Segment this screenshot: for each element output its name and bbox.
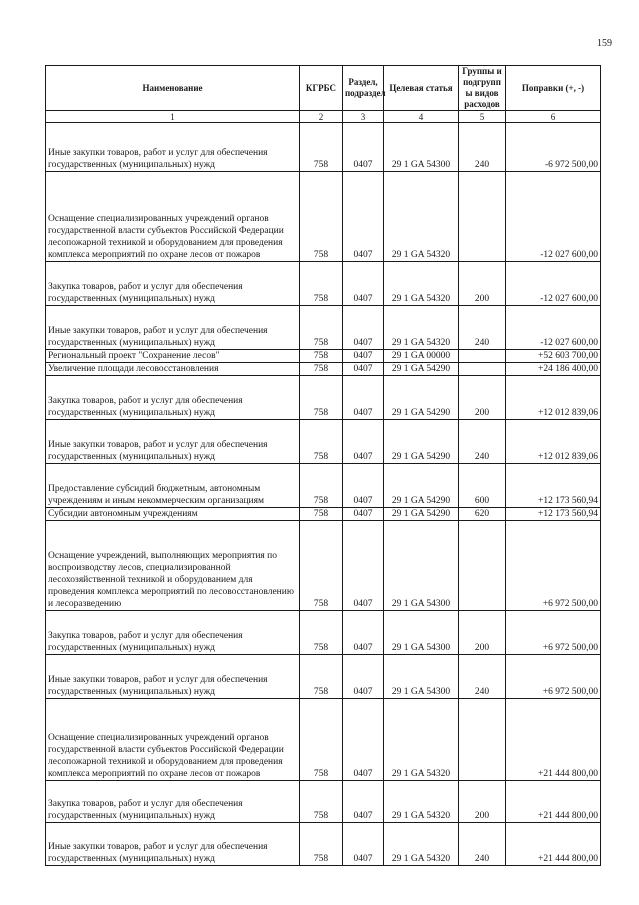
row-target: 29 1 GA 54300 xyxy=(384,123,459,172)
row-section: 0407 xyxy=(343,306,384,350)
row-group: 200 xyxy=(459,781,506,823)
header-amendments: Поправки (+, -) xyxy=(506,66,601,111)
row-amount: +6 972 500,00 xyxy=(506,611,601,655)
row-kgrbs: 758 xyxy=(300,350,343,363)
row-section: 0407 xyxy=(343,781,384,823)
row-kgrbs: 758 xyxy=(300,521,343,611)
row-name: Закупка товаров, работ и услуг для обеспечения государственных (муниципальных) нужд xyxy=(46,376,300,420)
row-amount: +12 173 560,94 xyxy=(506,508,601,521)
column-number: 2 xyxy=(300,111,343,123)
row-name: Закупка товаров, работ и услуг для обеспечения государственных (муниципальных) нужд xyxy=(46,611,300,655)
row-target: 29 1 GA 54290 xyxy=(384,508,459,521)
row-group: 240 xyxy=(459,306,506,350)
row-target: 29 1 GA 54320 xyxy=(384,262,459,306)
row-target: 29 1 GA 54290 xyxy=(384,464,459,508)
table-row xyxy=(46,123,601,172)
row-kgrbs: 758 xyxy=(300,376,343,420)
row-name: Закупка товаров, работ и услуг для обеспечения государственных (муниципальных) нужд xyxy=(46,262,300,306)
table-row xyxy=(46,262,601,306)
row-amount: +12 012 839,06 xyxy=(506,376,601,420)
row-amount: -12 027 600,00 xyxy=(506,172,601,262)
row-group xyxy=(459,363,506,376)
column-number: 3 xyxy=(343,111,384,123)
row-name: Оснащение специализированных учреждений органов государственной власти субъектов Российской Федерации лесопожарной техникой и оборудованием для проведения комплекса мероприятий по охране лесов от пожаров xyxy=(46,172,300,262)
row-target: 29 1 GA 54300 xyxy=(384,521,459,611)
row-name: Увеличение площади лесовосстановления xyxy=(46,363,300,376)
row-name: Иные закупки товаров, работ и услуг для обеспечения государственных (муниципальных) нужд xyxy=(46,306,300,350)
row-name: Закупка товаров, работ и услуг для обеспечения государственных (муниципальных) нужд xyxy=(46,781,300,823)
row-target: 29 1 GA 54320 xyxy=(384,781,459,823)
column-number: 6 xyxy=(506,111,601,123)
row-amount: +24 186 400,00 xyxy=(506,363,601,376)
row-amount: +12 012 839,06 xyxy=(506,420,601,464)
budget-amendments-table xyxy=(45,65,601,866)
row-amount: +12 173 560,94 xyxy=(506,464,601,508)
row-target: 29 1 GA 00000 xyxy=(384,350,459,363)
row-group xyxy=(459,699,506,781)
row-name: Региональный проект "Сохранение лесов" xyxy=(46,350,300,363)
row-amount: +6 972 500,00 xyxy=(506,655,601,699)
row-target: 29 1 GA 54320 xyxy=(384,172,459,262)
column-number: 5 xyxy=(459,111,506,123)
table-row xyxy=(46,508,601,521)
row-section: 0407 xyxy=(343,508,384,521)
table-row xyxy=(46,781,601,823)
row-section: 0407 xyxy=(343,350,384,363)
row-name: Субсидии автономным учреждениям xyxy=(46,508,300,521)
column-number: 1 xyxy=(46,111,300,123)
row-section: 0407 xyxy=(343,699,384,781)
row-group: 620 xyxy=(459,508,506,521)
row-kgrbs: 758 xyxy=(300,172,343,262)
row-kgrbs: 758 xyxy=(300,823,343,866)
table-row xyxy=(46,464,601,508)
row-kgrbs: 758 xyxy=(300,508,343,521)
row-section: 0407 xyxy=(343,655,384,699)
row-kgrbs: 758 xyxy=(300,306,343,350)
table-row xyxy=(46,350,601,363)
row-amount: +6 972 500,00 xyxy=(506,521,601,611)
table-row xyxy=(46,376,601,420)
row-amount: +21 444 800,00 xyxy=(506,781,601,823)
row-target: 29 1 GA 54290 xyxy=(384,420,459,464)
header-row xyxy=(46,66,601,111)
row-target: 29 1 GA 54320 xyxy=(384,699,459,781)
row-name: Иные закупки товаров, работ и услуг для обеспечения государственных (муниципальных) нужд xyxy=(46,655,300,699)
row-name: Иные закупки товаров, работ и услуг для обеспечения государственных (муниципальных) нужд xyxy=(46,420,300,464)
table-row xyxy=(46,363,601,376)
row-name: Оснащение учреждений, выполняющих мероприятия по воспроизводству лесов, специализированной лесохозяйственной техникой и оборудованием для проведения комплекса мероприятий по лесовосстановлению и лесоразведению xyxy=(46,521,300,611)
row-target: 29 1 GA 54300 xyxy=(384,611,459,655)
table-row xyxy=(46,823,601,866)
row-group xyxy=(459,172,506,262)
row-section: 0407 xyxy=(343,464,384,508)
row-kgrbs: 758 xyxy=(300,464,343,508)
row-amount: +21 444 800,00 xyxy=(506,699,601,781)
row-group: 200 xyxy=(459,262,506,306)
table-row xyxy=(46,172,601,262)
row-amount: +21 444 800,00 xyxy=(506,823,601,866)
row-kgrbs: 758 xyxy=(300,781,343,823)
row-section: 0407 xyxy=(343,521,384,611)
row-kgrbs: 758 xyxy=(300,655,343,699)
header-kgrbs: КГРБС xyxy=(300,66,343,111)
row-group: 240 xyxy=(459,420,506,464)
row-section: 0407 xyxy=(343,823,384,866)
row-group: 240 xyxy=(459,823,506,866)
table-row xyxy=(46,521,601,611)
table-row xyxy=(46,420,601,464)
row-group: 240 xyxy=(459,655,506,699)
page-number: 159 xyxy=(597,38,612,49)
row-group: 200 xyxy=(459,611,506,655)
row-target: 29 1 GA 54290 xyxy=(384,376,459,420)
row-amount: -12 027 600,00 xyxy=(506,306,601,350)
row-name: Оснащение специализированных учреждений органов государственной власти субъектов Российской Федерации лесопожарной техникой и оборудованием для проведения комплекса мероприятий по охране лесов от пожаров xyxy=(46,699,300,781)
row-kgrbs: 758 xyxy=(300,611,343,655)
table-row xyxy=(46,655,601,699)
row-section: 0407 xyxy=(343,172,384,262)
row-kgrbs: 758 xyxy=(300,262,343,306)
row-kgrbs: 758 xyxy=(300,363,343,376)
row-target: 29 1 GA 54320 xyxy=(384,306,459,350)
column-number-row xyxy=(46,111,601,123)
row-kgrbs: 758 xyxy=(300,699,343,781)
row-target: 29 1 GA 54300 xyxy=(384,655,459,699)
row-section: 0407 xyxy=(343,123,384,172)
header-target: Целевая статья xyxy=(384,66,459,111)
row-name: Иные закупки товаров, работ и услуг для обеспечения государственных (муниципальных) нужд xyxy=(46,123,300,172)
row-group xyxy=(459,521,506,611)
row-group xyxy=(459,350,506,363)
column-number: 4 xyxy=(384,111,459,123)
row-amount: +52 603 700,00 xyxy=(506,350,601,363)
row-amount: -12 027 600,00 xyxy=(506,262,601,306)
row-name: Предоставление субсидий бюджетным, автономным учреждениям и иным некоммерческим организациям xyxy=(46,464,300,508)
row-section: 0407 xyxy=(343,376,384,420)
row-section: 0407 xyxy=(343,611,384,655)
header-name: Наименование xyxy=(46,66,300,111)
row-group: 240 xyxy=(459,123,506,172)
row-section: 0407 xyxy=(343,420,384,464)
row-kgrbs: 758 xyxy=(300,420,343,464)
table-row xyxy=(46,699,601,781)
row-amount: -6 972 500,00 xyxy=(506,123,601,172)
header-groups: Группы и подгрупп ы видов расходов xyxy=(459,66,506,111)
row-section: 0407 xyxy=(343,363,384,376)
table-row xyxy=(46,306,601,350)
row-group: 200 xyxy=(459,376,506,420)
row-kgrbs: 758 xyxy=(300,123,343,172)
row-target: 29 1 GA 54290 xyxy=(384,363,459,376)
row-target: 29 1 GA 54320 xyxy=(384,823,459,866)
row-section: 0407 xyxy=(343,262,384,306)
table-row xyxy=(46,611,601,655)
row-name: Иные закупки товаров, работ и услуг для обеспечения государственных (муниципальных) нужд xyxy=(46,823,300,866)
row-group: 600 xyxy=(459,464,506,508)
header-section: Раздел, подраздел xyxy=(343,66,384,111)
